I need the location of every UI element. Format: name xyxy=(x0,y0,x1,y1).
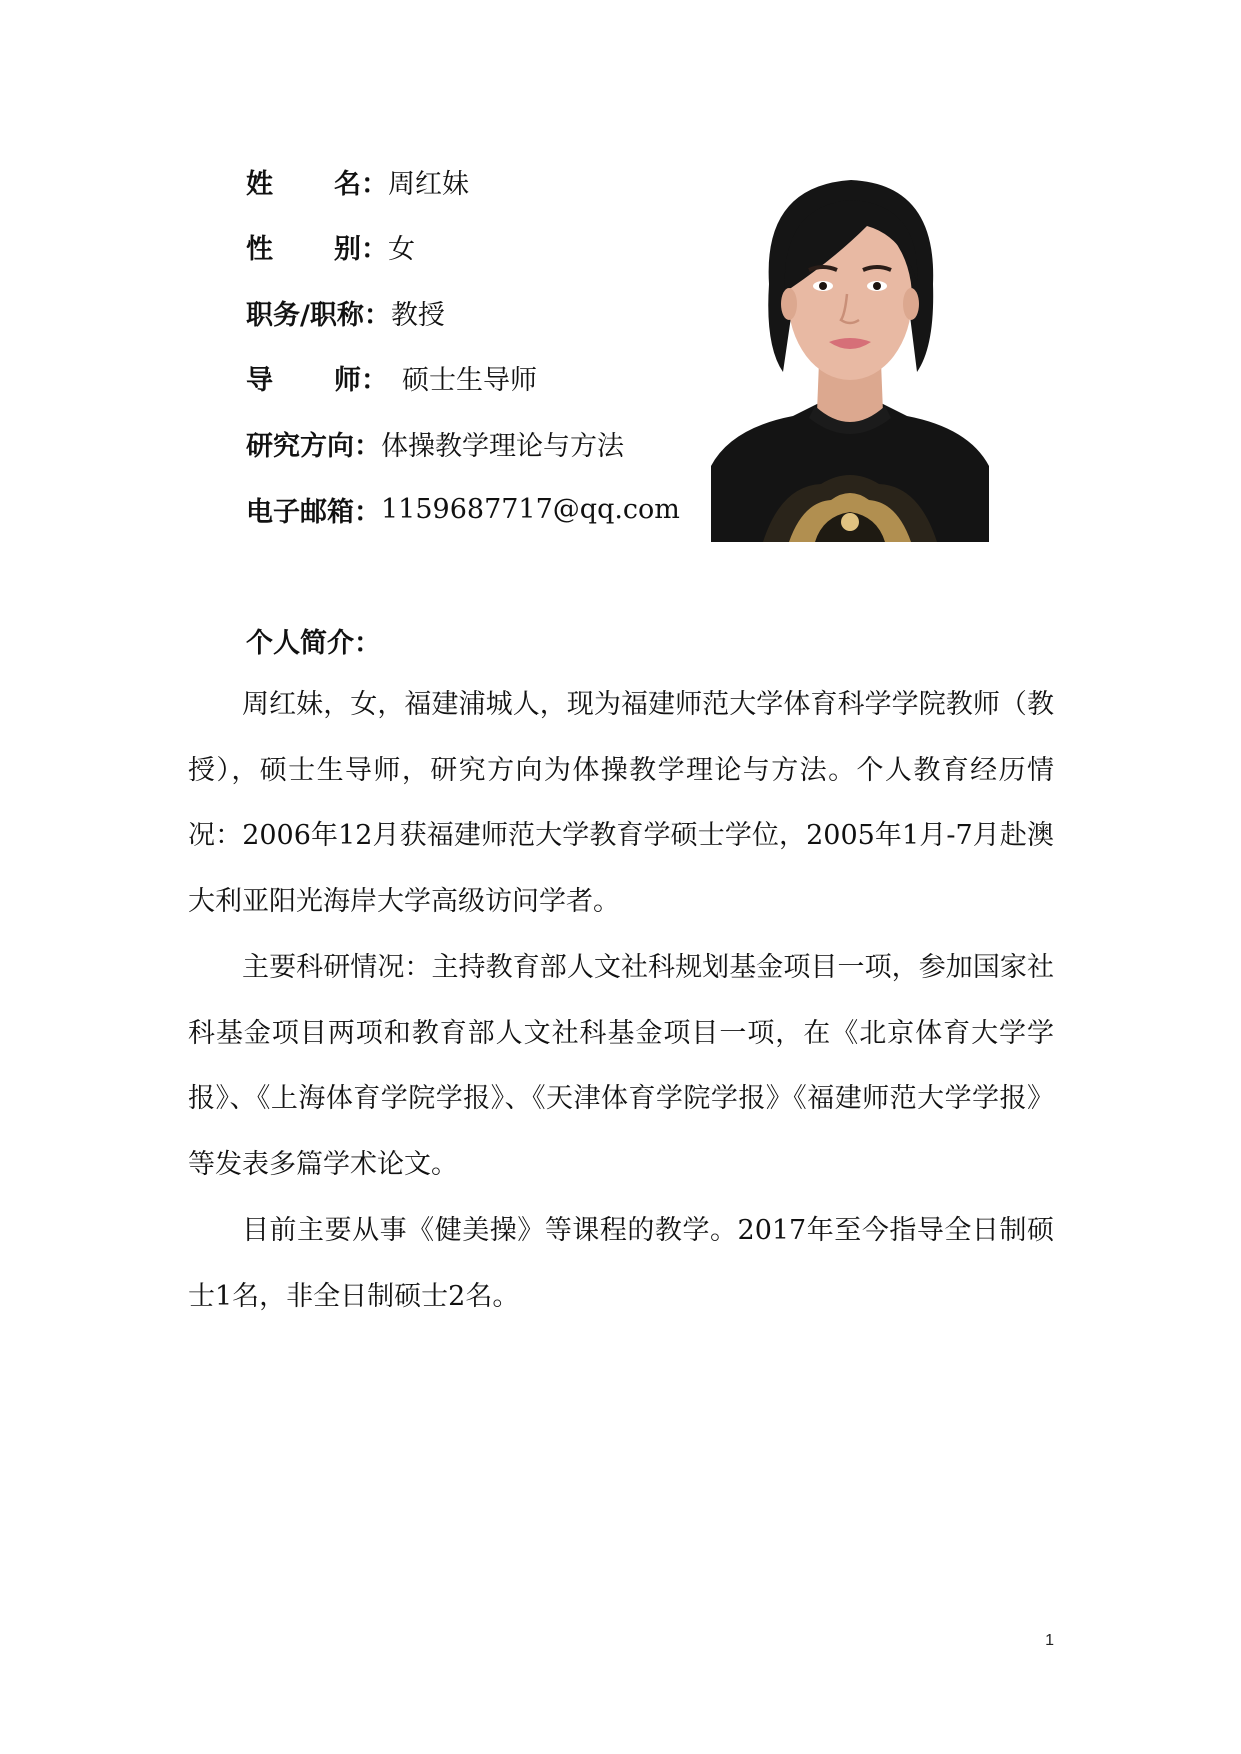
info-row-gender xyxy=(246,226,415,266)
portrait-photo xyxy=(711,166,989,542)
info-row-name xyxy=(246,161,469,201)
info-row-title xyxy=(246,292,445,332)
portrait-photo-icon xyxy=(711,166,989,542)
info-row-email xyxy=(246,489,680,529)
research-label: 研究方向： xyxy=(246,430,381,462)
title-label: 职务/职称： xyxy=(246,299,391,331)
gender-label: 性 别： xyxy=(246,233,388,265)
page-number: 1 xyxy=(1045,1632,1054,1649)
name-label: 姓 名： xyxy=(246,168,388,200)
info-row-research xyxy=(246,423,624,463)
title-value: 教授 xyxy=(390,299,445,331)
profile-paragraph-2: 主要科研情况：主持教育部人文社科规划基金项目一项，参加国家社科基金项目两项和教育部人文社科基金项目一项，在《北京体育大学学报》、《上海体育学院学报》、《天津体育学院学报》《福建师范大学学报》等发表多篇学术论文。 xyxy=(188,952,1054,1181)
email-value: 1159687717@qq.com xyxy=(381,493,680,525)
name-value: 周红妹 xyxy=(388,168,469,200)
advisor-label: 导 师： xyxy=(246,364,388,396)
research-value: 体操教学理论与方法 xyxy=(381,430,624,462)
profile-heading: 个人简介： xyxy=(246,628,381,659)
email-label: 电子邮箱： xyxy=(246,496,381,528)
info-row-advisor xyxy=(246,357,537,397)
profile-paragraph-3: 目前主要从事《健美操》等课程的教学。2017年至今指导全日制硕士1名，非全日制硕士2名。 xyxy=(188,1215,1054,1312)
profile-paragraph-1: 周红妹，女，福建浦城人，现为福建师范大学体育科学学院教师（教授），硕士生导师，研究方向为体操教学理论与方法。个人教育经历情况：2006年12月获福建师范大学教育学硕士学位，2005年1月-7月赴澳大利亚阳光海岸大学高级访问学者。 xyxy=(188,689,1054,918)
advisor-value: 硕士生导师 xyxy=(402,364,537,396)
gender-value: 女 xyxy=(388,233,415,265)
